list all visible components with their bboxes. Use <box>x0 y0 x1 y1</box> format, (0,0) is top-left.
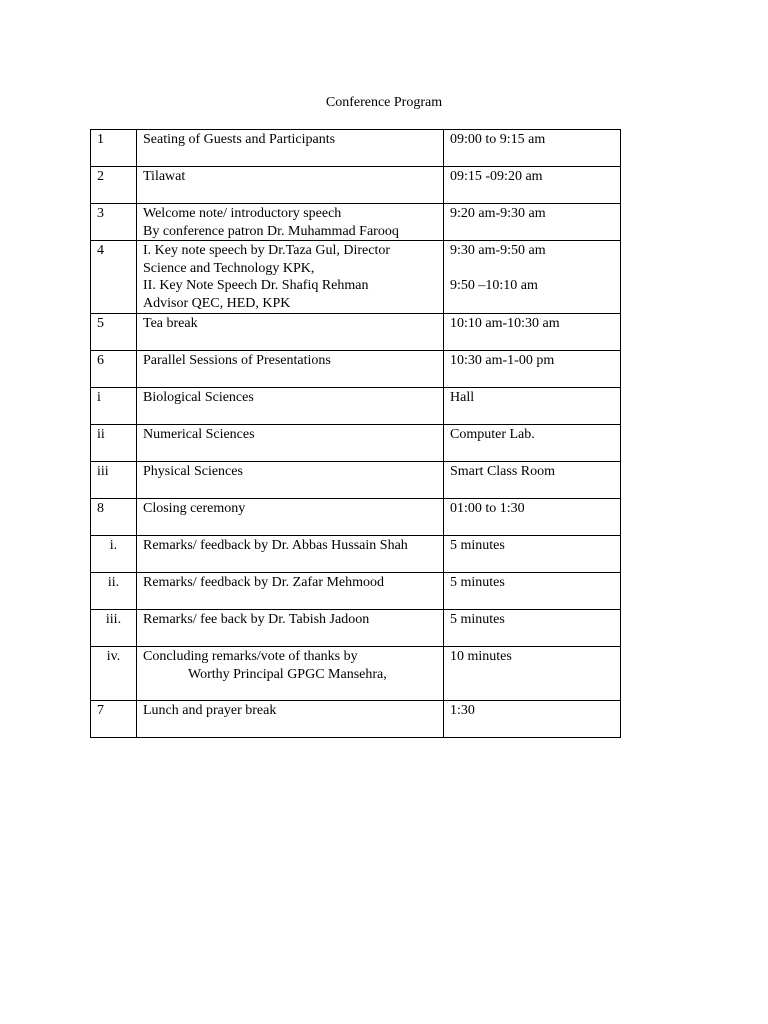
time-cell <box>444 610 621 647</box>
activity-cell <box>137 573 444 610</box>
time-text: Hall <box>450 390 475 405</box>
time-text: 5 minutes <box>450 575 505 590</box>
activity-cell <box>137 701 444 738</box>
activity-cell <box>137 462 444 499</box>
item-number: 2 <box>91 167 137 204</box>
activity-text: Advisor QEC, HED, KPK <box>143 295 291 311</box>
activity-text: Seating of Guests and Participants <box>143 132 336 147</box>
time-text: Computer Lab. <box>450 427 535 442</box>
activity-text: By conference patron Dr. Muhammad Farooq <box>143 223 399 239</box>
activity-text: Remarks/ fee back by Dr. Tabish Jadoon <box>143 612 370 627</box>
activity-text: Parallel Sessions of Presentations <box>143 353 331 368</box>
activity-cell <box>137 425 444 462</box>
activity-cell <box>137 204 444 241</box>
time-cell <box>444 499 621 536</box>
table-row <box>91 425 621 462</box>
time-cell <box>444 388 621 425</box>
table-row <box>91 241 621 314</box>
table-row <box>91 130 621 167</box>
activity-text: Welcome note/ introductory speech <box>143 206 342 221</box>
activity-cell <box>137 167 444 204</box>
time-cell <box>444 167 621 204</box>
table-row <box>91 499 621 536</box>
item-number: ii <box>91 425 137 462</box>
time-text: 9:30 am-9:50 am <box>450 243 546 258</box>
activity-text: Worthy Principal GPGC Mansehra, <box>188 666 387 682</box>
time-cell <box>444 462 621 499</box>
activity-cell <box>137 610 444 647</box>
activity-text: Numerical Sciences <box>143 427 255 442</box>
activity-cell <box>137 351 444 388</box>
time-text: 9:20 am-9:30 am <box>450 206 546 221</box>
table-row <box>91 536 621 573</box>
item-number: 4 <box>91 241 137 314</box>
activity-text: Biological Sciences <box>143 390 254 405</box>
table-row <box>91 314 621 351</box>
activity-text: Physical Sciences <box>143 464 243 479</box>
activity-text: Remarks/ feedback by Dr. Zafar Mehmood <box>143 575 385 590</box>
item-number: 8 <box>91 499 137 536</box>
table-row <box>91 204 621 241</box>
activity-cell <box>137 536 444 573</box>
activity-text: Concluding remarks/vote of thanks by <box>143 649 358 664</box>
item-number: 3 <box>91 204 137 241</box>
time-text: 10:30 am-1-00 pm <box>450 353 555 368</box>
activity-text: Closing ceremony <box>143 501 246 516</box>
item-number: 6 <box>91 351 137 388</box>
activity-text: I. Key note speech by Dr.Taza Gul, Director <box>143 243 391 258</box>
item-number: 7 <box>91 701 137 738</box>
activity-text: Tea break <box>143 316 198 331</box>
time-text: 5 minutes <box>450 538 505 553</box>
item-number: iii <box>91 462 137 499</box>
item-number: ii. <box>91 573 137 610</box>
item-number: i <box>91 388 137 425</box>
table-row <box>91 701 621 738</box>
time-cell <box>444 241 621 314</box>
time-cell <box>444 573 621 610</box>
item-number: i. <box>91 536 137 573</box>
time-cell <box>444 204 621 241</box>
time-cell <box>444 701 621 738</box>
time-text: 09:15 -09:20 am <box>450 169 543 184</box>
item-number: 1 <box>91 130 137 167</box>
activity-text: II. Key Note Speech Dr. Shafiq Rehman <box>143 278 369 293</box>
activity-cell <box>137 647 444 701</box>
time-cell <box>444 130 621 167</box>
activity-text: Tilawat <box>143 169 186 184</box>
time-text: 9:50 –10:10 am <box>450 278 538 293</box>
time-text: 1:30 <box>450 703 475 718</box>
time-text: Smart Class Room <box>450 464 556 479</box>
time-cell <box>444 647 621 701</box>
table-row <box>91 462 621 499</box>
program-table <box>90 129 621 738</box>
item-number: 5 <box>91 314 137 351</box>
time-text: 01:00 to 1:30 <box>450 501 525 516</box>
table-row <box>91 647 621 701</box>
time-text: 09:00 to 9:15 am <box>450 132 546 147</box>
item-number: iv. <box>91 647 137 701</box>
item-number: iii. <box>91 610 137 647</box>
activity-cell <box>137 314 444 351</box>
table-row <box>91 167 621 204</box>
table-row <box>91 388 621 425</box>
activity-cell <box>137 241 444 314</box>
time-text: 5 minutes <box>450 612 505 627</box>
time-cell <box>444 314 621 351</box>
activity-cell <box>137 130 444 167</box>
activity-cell <box>137 388 444 425</box>
time-cell <box>444 425 621 462</box>
table-row <box>91 610 621 647</box>
activity-text: Science and Technology KPK, <box>143 260 315 276</box>
activity-cell <box>137 499 444 536</box>
time-cell <box>444 351 621 388</box>
page-title: Conference Program <box>325 95 443 110</box>
time-cell <box>444 536 621 573</box>
activity-text: Lunch and prayer break <box>143 703 277 718</box>
table-row <box>91 573 621 610</box>
activity-text: Remarks/ feedback by Dr. Abbas Hussain Shah <box>143 538 408 553</box>
time-text: 10 minutes <box>450 649 512 664</box>
time-text: 10:10 am-10:30 am <box>450 316 560 331</box>
table-row <box>91 351 621 388</box>
